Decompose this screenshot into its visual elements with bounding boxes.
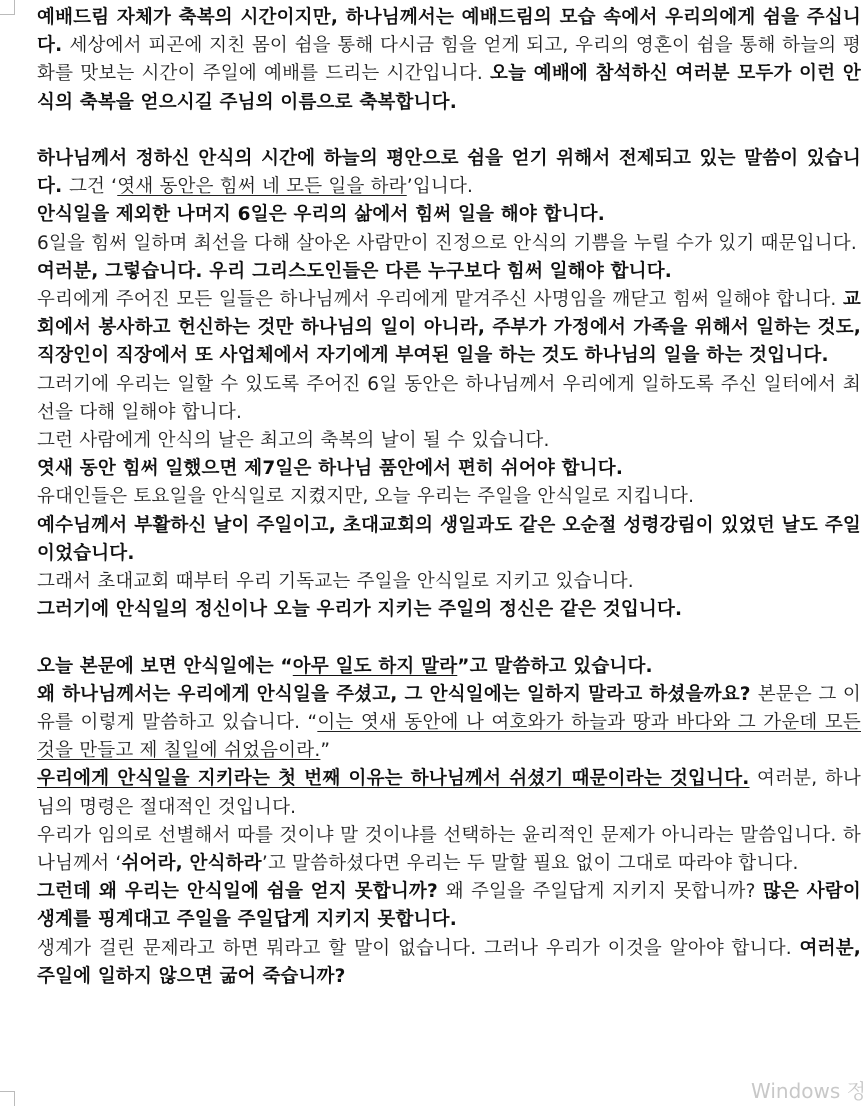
bold-text: 예수님께서 부활하신 날이 주일이고, 초대교회의 생일과도 같은 오순절 성령강림이 있었던 날도 주일이었습니다. (37, 514, 861, 564)
body-text: 그런 사람에게 안식의 날은 최고의 축복의 날이 될 수 있습니다. (37, 430, 550, 452)
paragraph (37, 371, 861, 427)
underlined-text: 아무 일도 하지 말라 (292, 655, 458, 677)
underlined-text: 우리에게 안식일을 지키라는 첫 번째 이유는 하나님께서 쉬셨기 때문이라는 것입니다. (37, 768, 750, 790)
body-text: 본문은 그 이유를 이렇게 말씀하고 있습니다. “ (37, 683, 861, 734)
bold-text: 예배드림 자체가 축복의 시간이지만, 하나님께서는 예배드림의 모습 속에서 우리의에게 쉼을 주십니다. (37, 7, 861, 57)
bold-text: 여러분, 주일에 일하지 않으면 굶어 죽습니까? (37, 937, 861, 987)
underlined-text: 이는 엿새 동안에 나 여호와가 하늘과 땅과 바다와 그 가운데 모든 것을 만들고 제 칠일에 쉬었음이라. (37, 712, 861, 762)
bold-text: 많은 사람이 생계를 핑계대고 주일을 주일답게 지키지 못합니다. (37, 881, 861, 931)
body-text: 유대인들은 토요일을 안식일로 지켰지만, 오늘 우리는 주일을 안식일로 지킵니다. (37, 486, 695, 508)
paragraph (37, 653, 861, 681)
paragraph (37, 596, 861, 624)
body-text: 그건 ‘ (68, 176, 118, 198)
body-text: 6일을 힘써 일하며 최선을 다해 살아온 사람만이 진정으로 안식의 기쁨을 누릴 수가 있기 때문입니다. (37, 232, 857, 254)
bold-text: ”고 말씀하고 있습니다. (457, 655, 653, 677)
underlined-text: 엿새 동안은 힘써 네 모든 일을 하라 (117, 176, 407, 198)
paragraph (37, 483, 861, 511)
body-text: 그래서 초대교회 때부터 우리 기독교는 주일을 안식일로 지키고 있습니다. (37, 571, 634, 593)
bold-text: 오늘 예배에 참석하신 여러분 모두가 이런 안식의 축복을 얻으시길 주님의 이름으로 축복합니다. (37, 63, 861, 113)
body-text: 우리에게 주어진 모든 일들은 하나님께서 우리에게 맡겨주신 사명임을 깨닫고 힘써 일해야 합니다. (37, 289, 843, 311)
bold-text: 쉬어라, 안식하라 (121, 853, 262, 875)
bold-text: 여러분, 그렇습니다. 우리 그리스도인들은 다른 누구보다 힘써 일해야 합니다. (37, 260, 673, 282)
body-text: ” (320, 740, 331, 762)
paragraph-gap (37, 624, 861, 652)
paragraph (37, 935, 861, 991)
paragraph-gap (37, 117, 861, 145)
paragraph (37, 286, 861, 371)
bold-text: 교회에서 봉사하고 헌신하는 것만 하나님의 일이 아니라, 주부가 가정에서 가족을 위해서 일하는 것도, 직장인이 직장에서 또 사업체에서 자기에게 부여된 일을 하는 것도 하나님의 일을 하는 것입니다. (37, 289, 861, 367)
paragraph (37, 455, 861, 483)
paragraph (37, 765, 861, 821)
paragraph (37, 878, 861, 934)
body-text: 그러기에 우리는 일할 수 있도록 주어진 6일 동안은 하나님께서 우리에게 일하도록 주신 일터에서 최선을 다해 일해야 합니다. (37, 373, 861, 423)
windows-activation-watermark: Windows 정 (751, 1079, 866, 1103)
paragraph (37, 258, 861, 286)
body-text: 세상에서 피곤에 지친 몸이 쉼을 통해 다시금 힘을 얻게 되고, 우리의 영혼이 쉼을 통해 하늘의 평화를 맛보는 시간이 주일에 예배를 드리는 시간입니다. (37, 35, 861, 85)
bold-text: 오늘 본문에 보면 안식일에는 “ (37, 655, 293, 677)
paragraph (37, 4, 861, 117)
body-text: ’고 말씀하셨다면 우리는 두 말할 필요 없이 그대로 따라야 합니다. (261, 853, 799, 875)
bold-text: 왜 하나님께서는 우리에게 안식일을 주셨고, 그 안식일에는 일하지 말라고 하셨을까요? (37, 683, 758, 705)
body-text: 여러분, 하나님의 명령은 절대적인 것입니다. (37, 768, 861, 818)
bold-text: 안식일을 제외한 나머지 6일은 우리의 삶에서 힘써 일을 해야 합니다. (37, 204, 605, 226)
paragraph (37, 230, 861, 258)
paragraph (37, 822, 861, 878)
page-corner-mark-bottom (0, 1091, 15, 1106)
paragraph (37, 512, 861, 568)
paragraph (37, 568, 861, 596)
page-corner-mark-top (0, 0, 15, 15)
bold-text: 하나님께서 정하신 안식의 시간에 하늘의 평안으로 쉼을 얻기 위해서 전제되고 있는 말씀이 있습니다. (37, 148, 861, 198)
paragraph (37, 681, 861, 766)
bold-text: 그런데 왜 우리는 안식일에 쉼을 얻지 못합니까? (37, 881, 446, 903)
body-text: 왜 주일을 주일답게 지키지 못합니까? (445, 881, 763, 903)
body-text: 생계가 걸린 문제라고 하면 뭐라고 할 말이 없습니다. 그러나 우리가 이것을 알아야 합니다. (37, 937, 800, 959)
bold-text: 엿새 동안 힘써 일했으면 제7일은 하나님 품안에서 편히 쉬어야 합니다. (37, 458, 624, 480)
paragraph (37, 427, 861, 455)
paragraph (37, 145, 861, 201)
paragraph (37, 201, 861, 229)
document-body (37, 4, 861, 991)
body-text: ’입니다. (406, 176, 474, 198)
body-text: 우리가 임의로 선별해서 따를 것이냐 말 것이냐를 선택하는 윤리적인 문제가 아니라는 말씀입니다. 하나님께서 ‘ (37, 824, 861, 875)
bold-text: 그러기에 안식일의 정신이나 오늘 우리가 지키는 주일의 정신은 같은 것입니다. (37, 599, 683, 621)
